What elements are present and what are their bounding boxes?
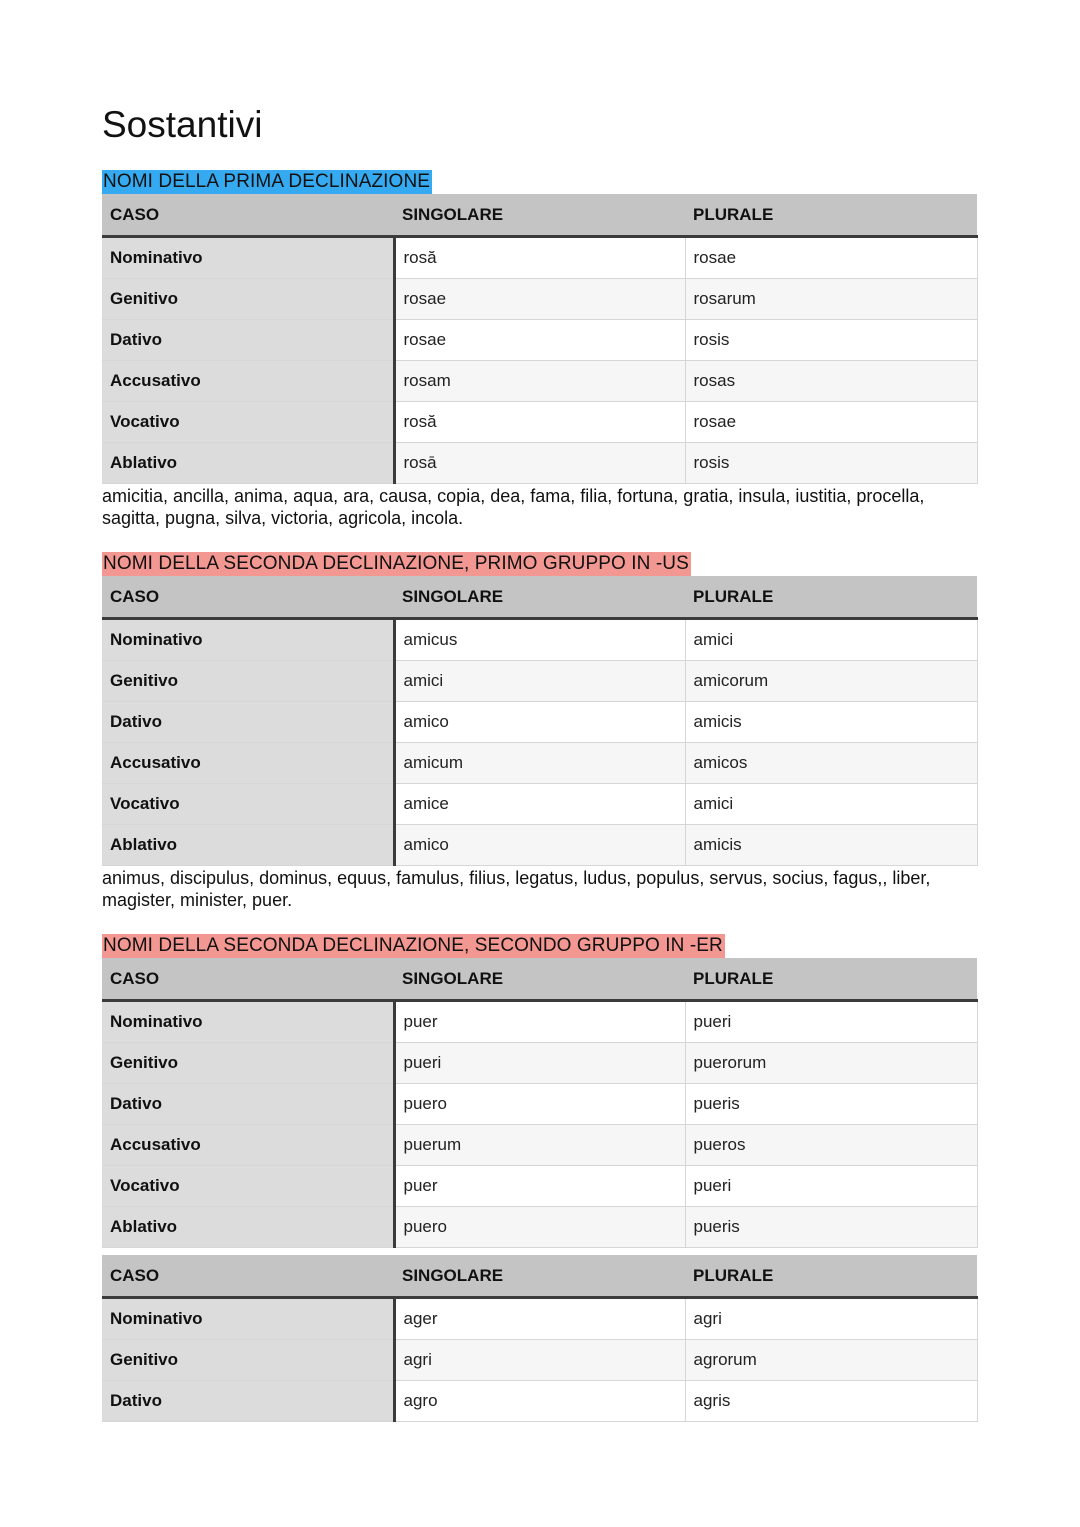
singular-cell: rosă	[394, 402, 685, 443]
singular-cell: amicum	[394, 743, 685, 784]
section-prima-declinazione	[102, 170, 977, 529]
plural-cell: pueris	[685, 1084, 977, 1125]
plural-cell: puerorum	[685, 1043, 977, 1084]
table-header-row	[102, 194, 977, 237]
plural-cell: amicorum	[685, 661, 977, 702]
case-cell: Accusativo	[102, 1125, 394, 1166]
header-caso: CASO	[102, 1255, 394, 1298]
case-cell: Nominativo	[102, 1298, 394, 1340]
table-row	[102, 825, 977, 866]
singular-cell: rosae	[394, 279, 685, 320]
section-heading: NOMI DELLA SECONDA DECLINAZIONE, PRIMO GRUPPO IN -US	[103, 553, 689, 574]
table-row	[102, 1298, 977, 1340]
singular-cell: amicus	[394, 619, 685, 661]
case-cell: Nominativo	[102, 237, 394, 279]
table-row	[102, 1166, 977, 1207]
table-row	[102, 361, 977, 402]
singular-cell: rosam	[394, 361, 685, 402]
singular-cell: amico	[394, 702, 685, 743]
singular-cell: pueri	[394, 1043, 685, 1084]
header-caso: CASO	[102, 958, 394, 1001]
singular-cell: rosă	[394, 237, 685, 279]
header-plurale: PLURALE	[685, 958, 977, 1001]
header-singolare: SINGOLARE	[394, 576, 685, 619]
singular-cell: puero	[394, 1207, 685, 1248]
plural-cell: pueros	[685, 1125, 977, 1166]
header-plurale: PLURALE	[685, 576, 977, 619]
declension-table	[102, 194, 978, 484]
plural-cell: pueri	[685, 1166, 977, 1207]
singular-cell: puer	[394, 1001, 685, 1043]
plural-cell: rosarum	[685, 279, 977, 320]
case-cell: Genitivo	[102, 661, 394, 702]
examples-text: amicitia, ancilla, anima, aqua, ara, causa, copia, dea, fama, filia, fortuna, gratia, insula, iustitia, procella, sagitta, pugna, silva, victoria, agricola, incola.	[102, 486, 925, 528]
case-cell: Dativo	[102, 1084, 394, 1125]
case-cell: Dativo	[102, 702, 394, 743]
case-cell: Ablativo	[102, 825, 394, 866]
plural-cell: amici	[685, 619, 977, 661]
case-cell: Vocativo	[102, 402, 394, 443]
plural-cell: rosis	[685, 320, 977, 361]
singular-cell: ager	[394, 1298, 685, 1340]
table-header-row	[102, 576, 977, 619]
plural-cell: rosae	[685, 237, 977, 279]
singular-cell: puero	[394, 1084, 685, 1125]
table-row	[102, 402, 977, 443]
case-cell: Genitivo	[102, 1340, 394, 1381]
table-row	[102, 443, 977, 484]
case-cell: Dativo	[102, 1381, 394, 1422]
case-cell: Accusativo	[102, 743, 394, 784]
case-cell: Ablativo	[102, 1207, 394, 1248]
header-singolare: SINGOLARE	[394, 958, 685, 1001]
table-row	[102, 1125, 977, 1166]
examples-text: animus, discipulus, dominus, equus, famulus, filius, legatus, ludus, populus, servus, socius, fagus,, liber, magister, minister, puer.	[102, 868, 931, 910]
table-row	[102, 1001, 977, 1043]
section-heading: NOMI DELLA PRIMA DECLINAZIONE	[103, 171, 431, 192]
table-row	[102, 702, 977, 743]
section-seconda-declinazione-er	[102, 934, 977, 1422]
singular-cell: amico	[394, 825, 685, 866]
case-cell: Genitivo	[102, 279, 394, 320]
plural-cell: rosae	[685, 402, 977, 443]
singular-cell: rosae	[394, 320, 685, 361]
case-cell: Genitivo	[102, 1043, 394, 1084]
singular-cell: puer	[394, 1166, 685, 1207]
header-singolare: SINGOLARE	[394, 194, 685, 237]
table-row	[102, 661, 977, 702]
singular-cell: amici	[394, 661, 685, 702]
plural-cell: amicis	[685, 702, 977, 743]
table-row	[102, 1340, 977, 1381]
table-header-row	[102, 958, 977, 1001]
header-singolare: SINGOLARE	[394, 1255, 685, 1298]
section-seconda-declinazione-us	[102, 552, 977, 911]
declension-table-ager	[102, 1255, 978, 1422]
table-row	[102, 237, 977, 279]
table-row	[102, 743, 977, 784]
plural-cell: agris	[685, 1381, 977, 1422]
page-title: Sostantivi	[102, 104, 263, 145]
declension-table	[102, 576, 978, 866]
plural-cell: rosis	[685, 443, 977, 484]
header-caso: CASO	[102, 576, 394, 619]
plural-cell: amicos	[685, 743, 977, 784]
header-plurale: PLURALE	[685, 1255, 977, 1298]
plural-cell: amicis	[685, 825, 977, 866]
case-cell: Ablativo	[102, 443, 394, 484]
singular-cell: puerum	[394, 1125, 685, 1166]
table-row	[102, 784, 977, 825]
plural-cell: pueris	[685, 1207, 977, 1248]
case-cell: Dativo	[102, 320, 394, 361]
table-row	[102, 1381, 977, 1422]
singular-cell: amice	[394, 784, 685, 825]
case-cell: Vocativo	[102, 1166, 394, 1207]
table-header-row	[102, 1255, 977, 1298]
table-gap	[102, 1248, 977, 1255]
declension-table-puer	[102, 958, 978, 1248]
table-row	[102, 1207, 977, 1248]
section-heading: NOMI DELLA SECONDA DECLINAZIONE, SECONDO GRUPPO IN -ER	[103, 935, 723, 956]
singular-cell: agri	[394, 1340, 685, 1381]
header-plurale: PLURALE	[685, 194, 977, 237]
plural-cell: agri	[685, 1298, 977, 1340]
singular-cell: agro	[394, 1381, 685, 1422]
table-row	[102, 1084, 977, 1125]
plural-cell: agrorum	[685, 1340, 977, 1381]
table-row	[102, 279, 977, 320]
singular-cell: rosā	[394, 443, 685, 484]
plural-cell: rosas	[685, 361, 977, 402]
case-cell: Nominativo	[102, 1001, 394, 1043]
header-caso: CASO	[102, 194, 394, 237]
table-row	[102, 619, 977, 661]
table-row	[102, 320, 977, 361]
case-cell: Vocativo	[102, 784, 394, 825]
case-cell: Accusativo	[102, 361, 394, 402]
plural-cell: amici	[685, 784, 977, 825]
plural-cell: pueri	[685, 1001, 977, 1043]
case-cell: Nominativo	[102, 619, 394, 661]
table-row	[102, 1043, 977, 1084]
